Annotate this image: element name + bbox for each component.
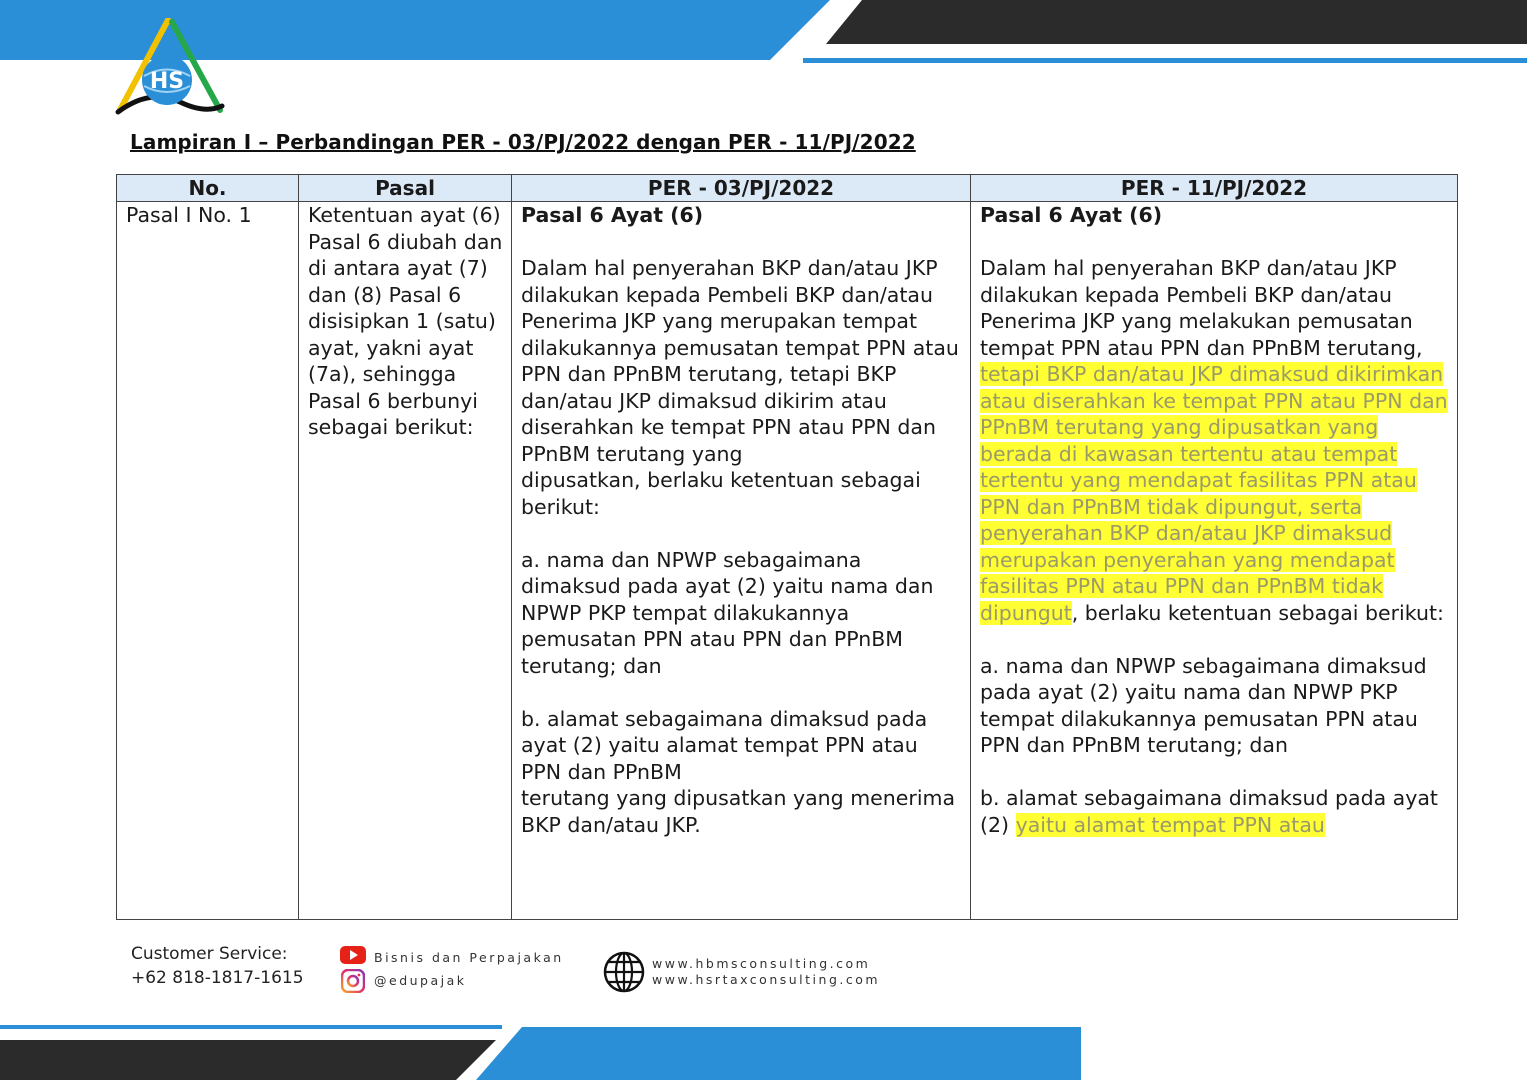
- per11-heading: Pasal 6 Ayat (6): [980, 203, 1163, 227]
- website-link-hsr[interactable]: www.hsrtaxconsulting.com: [652, 972, 881, 987]
- logo-letters: HS: [149, 69, 185, 94]
- per11-item-a: a. nama dan NPWP sebagaimana dimaksud pada ayat (2) yaitu nama dan NPWP PKP tempat dilakukannya pemusatan PPN atau PPN dan PPnBM terutang; dan: [980, 653, 1427, 757]
- customer-service-phone[interactable]: +62 818-1817-1615: [131, 968, 304, 988]
- per03-heading: Pasal 6 Ayat (6): [521, 203, 704, 227]
- per11-item-b-plain: b. alamat sebagaimana dimaksud pada ayat (2): [980, 786, 1438, 837]
- comparison-table: [116, 174, 1458, 920]
- company-logo: [110, 18, 230, 122]
- cell-per11: [971, 202, 1458, 920]
- column-header-no: No.: [117, 175, 299, 202]
- per11-intro-plain: Dalam hal penyerahan BKP dan/atau JKP dilakukan kepada Pembeli BKP dan/atau Penerima JKP yang melakukan pemusatan tempat PPN atau PPN dan PPnBM terutang,: [980, 256, 1423, 360]
- per03-item-b: b. alamat sebagaimana dimaksud pada ayat (2) yaitu alamat tempat PPN atau PPN dan PPnBM terutang yang dipusatkan yang menerima BKP dan/atau JKP.: [521, 706, 956, 837]
- cell-pasal: [299, 202, 512, 920]
- column-header-per03: PER - 03/PJ/2022: [512, 175, 971, 202]
- cell-no: [117, 202, 299, 920]
- per11-intro-highlight: tetapi BKP dan/atau JKP dimaksud dikirimkan atau diserahkan ke tempat PPN atau PPN dan PPnBM terutang yang dipusatkan yang berada di kawasan tertentu atau tempat tertentu yang mendapat fasilitas PPN atau PPN dan PPnBM tidak dipungut, serta penyerahan BKP dan/atau JKP dimaksud merupakan penyerahan yang mendapat fasilitas PPN atau PPN dan PPnBM tidak dipungut: [980, 362, 1448, 625]
- website-link-hbms[interactable]: www.hbmsconsulting.com: [652, 956, 871, 971]
- table-row: [117, 202, 1458, 920]
- per11-intro: [980, 255, 1449, 626]
- column-header-pasal: Pasal: [299, 175, 512, 202]
- globe-icon: [603, 951, 645, 993]
- table-header-row: [117, 175, 1458, 202]
- page-title: Lampiran I – Perbandingan PER - 03/PJ/2022 dengan PER - 11/PJ/2022: [130, 130, 916, 154]
- column-header-per11: PER - 11/PJ/2022: [971, 175, 1458, 202]
- cell-per03: [512, 202, 971, 920]
- customer-service-label: Customer Service:: [131, 944, 288, 964]
- youtube-icon[interactable]: [340, 945, 366, 965]
- youtube-channel-link[interactable]: Bisnis dan Perpajakan: [374, 950, 564, 965]
- per03-intro: Dalam hal penyerahan BKP dan/atau JKP dilakukan kepada Pembeli BKP dan/atau Penerima JKP yang merupakan tempat dilakukannya pemusatan tempat PPN atau PPN dan PPnBM terutang, tetapi BKP dan/atau JKP dimaksud dikirim atau diserahkan ke tempat PPN atau PPN dan PPnBM terutang yang dipusatkan, berlaku ketentuan sebagai berikut:: [521, 256, 959, 519]
- per11-item-b: [980, 785, 1449, 838]
- per11-intro-end: , berlaku ketentuan sebagai berikut:: [1071, 600, 1444, 625]
- row-number: Pasal I No. 1: [126, 203, 252, 227]
- bottom-banner: [0, 1020, 1527, 1080]
- per11-item-b-highlight: yaitu alamat tempat PPN atau: [1015, 812, 1325, 837]
- instagram-handle-link[interactable]: @edupajak: [374, 973, 467, 988]
- instagram-icon[interactable]: [341, 969, 365, 993]
- pasal-description: Ketentuan ayat (6) Pasal 6 diubah dan di antara ayat (7) dan (8) Pasal 6 disisipkan 1 (satu) ayat, yakni ayat (7a), sehingga Pasal 6 berbunyi sebagai berikut:: [308, 203, 503, 439]
- per03-item-a: a. nama dan NPWP sebagaimana dimaksud pada ayat (2) yaitu nama dan NPWP PKP tempat dilakukannya pemusatan PPN atau PPN dan PPnBM terutang; dan: [521, 547, 934, 678]
